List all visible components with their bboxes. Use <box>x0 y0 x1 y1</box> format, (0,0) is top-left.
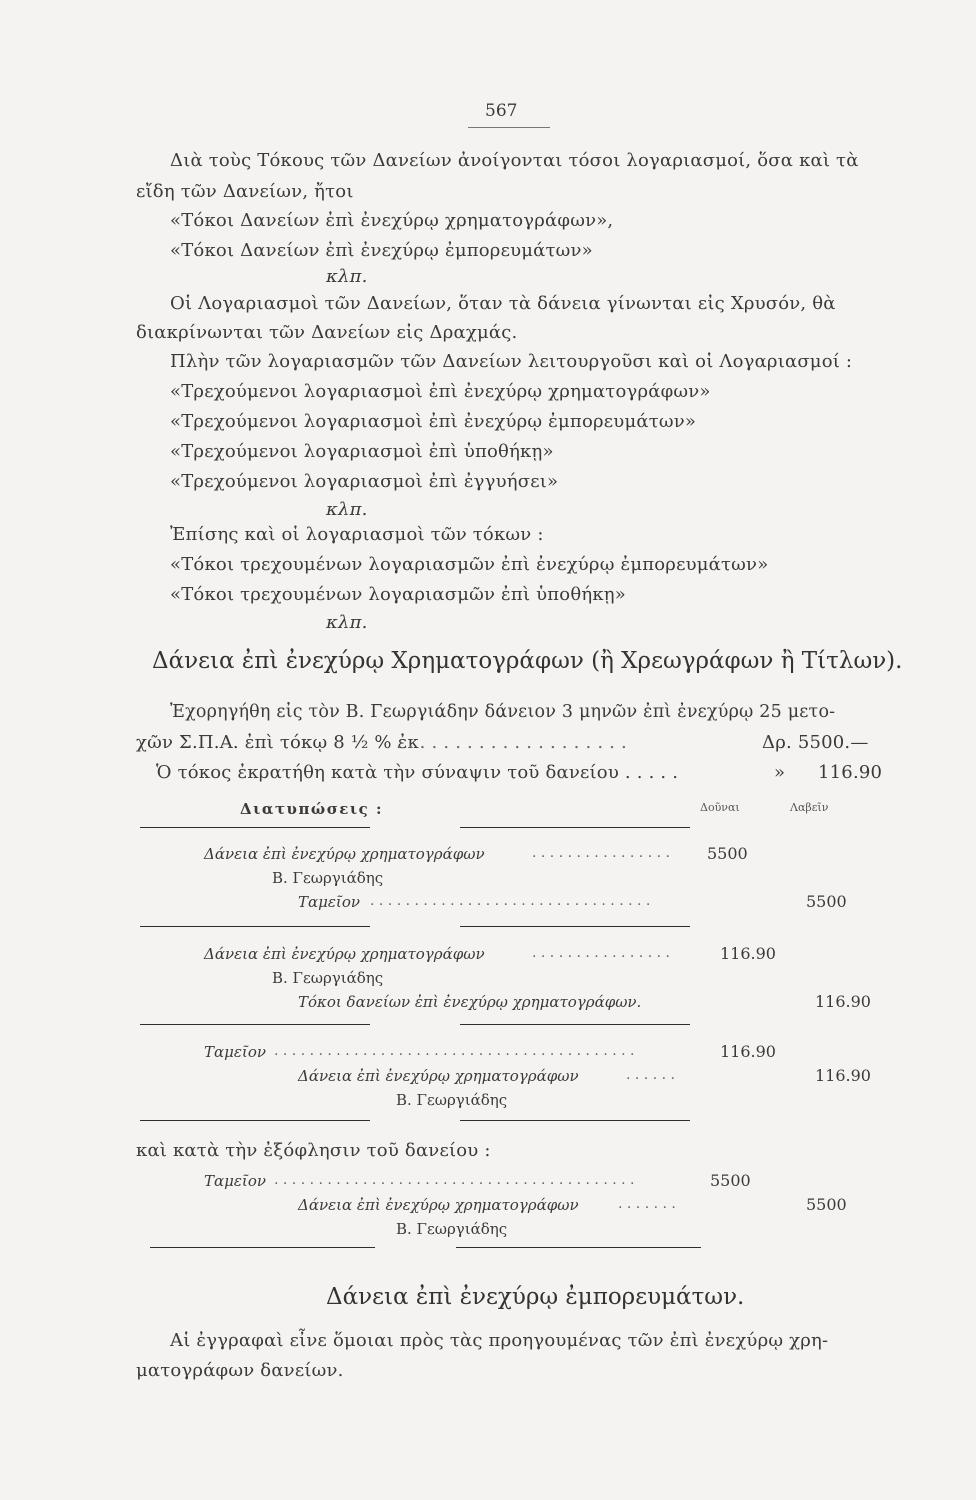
section2-line-1: Αἱ ἐγγραφαὶ εἶνε ὅμοιαι πρὸς τὰς προηγουμένας τῶν ἐπὶ ἐνεχύρῳ χρη- <box>170 1330 829 1351</box>
section1-line-3: Ὁ τόκος ἐκρατήθη κατὰ τὴν σύναψιν τοῦ δανείου . . . . . <box>156 762 679 783</box>
intro-line-6: Οἱ Λογαριασμοὶ τῶν Δανείων, ὅταν τὰ δάνεια γίνωνται εἰς Χρυσόν, θὰ <box>170 293 836 314</box>
intro-line-4: «Τόκοι Δανείων ἐπὶ ἐνεχύρῳ ἐμπορευμάτων» <box>170 240 593 261</box>
leader-dots: . . . . . . . . . . . . . . . . . . . . <box>396 732 627 753</box>
repayment-intro: καὶ κατὰ τὴν ἐξόφλησιν τοῦ δανείου : <box>136 1140 491 1161</box>
entry-rule <box>456 1247 701 1248</box>
section2-line-2: ματογράφων δανείων. <box>136 1360 344 1381</box>
intro-line-13: κλπ. <box>326 499 368 520</box>
entry1-credit-account: Ταμεῖον <box>298 893 360 911</box>
entry2-credit-account: Τόκοι δανείων ἐπὶ ἐνεχύρῳ χρηματογράφων. <box>298 993 642 1011</box>
section-heading-goods: Δάνεια ἐπὶ ἐνεχύρῳ ἐμπορευμάτων. <box>326 1284 745 1310</box>
journal-rule <box>460 827 690 828</box>
entry1-debit-account: Δάνεια ἐπὶ ἐνεχύρῳ χρηματογράφων <box>204 845 485 863</box>
leader-dots: . . . . . . . . . . . . . . . . . . . . . . . . . . . . . . . . <box>370 893 651 909</box>
intro-line-9: «Τρεχούμενοι λογαριασμοὶ ἐπὶ ἐνεχύρῳ χρηματογράφων» <box>170 381 711 402</box>
leader-dots: . . . . . . . . . . . . . . . . . . . . . . . . . . . . . . . . . . . . . . . . . <box>274 1172 635 1188</box>
entry-rule <box>140 1120 370 1121</box>
entry4-debit-account: Ταμεῖον <box>204 1172 266 1190</box>
page-number-rule <box>468 127 550 128</box>
leader-dots: . . . . . . . . . . . . . . . . <box>532 945 670 961</box>
entry-rule <box>150 1247 375 1248</box>
entry-rule <box>460 1024 690 1025</box>
entry4-credit-account: Δάνεια ἐπὶ ἐνεχύρῳ χρηματογράφων <box>298 1196 579 1214</box>
section-heading-securities: Δάνεια ἐπὶ ἐνεχύρῳ Χρηματογράφων (ἢ Χρεωγράφων ἢ Τίτλων). <box>152 648 903 674</box>
entry2-sub-account: Β. Γεωργιάδης <box>272 969 384 987</box>
intro-line-2: εἴδη τῶν Δανείων, ἤτοι <box>136 181 354 202</box>
entry2-credit-amount: 116.90 <box>815 992 871 1011</box>
entry3-credit-amount: 116.90 <box>815 1066 871 1085</box>
intro-line-1: Διὰ τοὺς Τόκους τῶν Δανείων ἀνοίγονται τόσοι λογαριασμοί, ὅσα καὶ τὰ <box>170 150 859 171</box>
credit-column-header: Λαβεῖν <box>790 801 829 814</box>
entry-rule <box>140 1024 370 1025</box>
entry3-credit-account: Δάνεια ἐπὶ ἐνεχύρῳ χρηματογράφων <box>298 1067 579 1085</box>
entry4-debit-amount: 5500 <box>710 1171 751 1190</box>
section1-line-1: Ἐχορηγήθη εἰς τὸν Β. Γεωργιάδην δάνειον 3 μηνῶν ἐπὶ ἐνεχύρῳ 25 μετο- <box>170 702 836 722</box>
entry3-debit-amount: 116.90 <box>720 1042 776 1061</box>
journal-title: Διατυπώσεις : <box>240 800 384 818</box>
entry2-debit-amount: 116.90 <box>720 944 776 963</box>
page-number: 567 <box>485 101 518 121</box>
entry1-sub-account: Β. Γεωργιάδης <box>272 869 384 887</box>
entry4-sub-account: Β. Γεωργιάδης <box>396 1220 508 1238</box>
interest-sym: » <box>774 762 786 783</box>
entry4-credit-amount: 5500 <box>806 1195 847 1214</box>
leader-dots: . . . . . . . . . . . . . . . . <box>532 845 670 861</box>
entry1-debit-amount: 5500 <box>707 844 748 863</box>
interest-amount: 116.90 <box>818 762 883 783</box>
leader-dots: . . . . . . . . . . . . . . . . . . . . . . . . . . . . . . . . . . . . . . . . . <box>274 1043 635 1059</box>
entry2-debit-account: Δάνεια ἐπὶ ἐνεχύρῳ χρηματογράφων <box>204 945 485 963</box>
intro-line-14: Ἐπίσης καὶ οἱ λογαριασμοὶ τῶν τόκων : <box>170 524 544 545</box>
intro-line-5: κλπ. <box>326 266 368 287</box>
intro-line-16: «Τόκοι τρεχουμένων λογαριασμῶν ἐπὶ ὑποθήκῃ» <box>170 584 627 605</box>
intro-line-10: «Τρεχούμενοι λογαριασμοὶ ἐπὶ ἐνεχύρῳ ἐμπορευμάτων» <box>170 411 697 432</box>
intro-line-11: «Τρεχούμενοι λογαριασμοὶ ἐπὶ ὑποθήκῃ» <box>170 441 554 462</box>
entry1-credit-amount: 5500 <box>806 892 847 911</box>
intro-line-17: κλπ. <box>326 612 368 633</box>
debit-column-header: Δοῦναι <box>700 801 740 814</box>
intro-line-12: «Τρεχούμενοι λογαριασμοὶ ἐπὶ ἐγγυήσει» <box>170 471 559 492</box>
intro-line-8: Πλὴν τῶν λογαριασμῶν τῶν Δανείων λειτουργοῦσι καὶ οἱ Λογαριασμοί : <box>170 351 853 372</box>
entry-rule <box>460 1120 690 1121</box>
entry-rule <box>140 926 370 927</box>
leader-dots: . . . . . . . <box>618 1196 676 1212</box>
entry-rule <box>460 926 690 927</box>
leader-dots: . . . . . . <box>626 1067 675 1083</box>
loan-amount: Δρ. 5500.— <box>762 732 869 753</box>
intro-line-15: «Τόκοι τρεχουμένων λογαριασμῶν ἐπὶ ἐνεχύρῳ ἐμπορευμάτων» <box>170 554 769 575</box>
intro-line-7: διακρίνωνται τῶν Δανείων εἰς Δραχμάς. <box>136 322 518 343</box>
section1-line-2: χῶν Σ.Π.Α. ἐπὶ τόκῳ 8 ½ % ἐκ <box>136 732 419 753</box>
entry3-sub-account: Β. Γεωργιάδης <box>396 1091 508 1109</box>
entry3-debit-account: Ταμεῖον <box>204 1043 266 1061</box>
journal-rule <box>140 827 370 828</box>
intro-line-3: «Τόκοι Δανείων ἐπὶ ἐνεχύρῳ χρηματογράφων», <box>170 210 614 231</box>
